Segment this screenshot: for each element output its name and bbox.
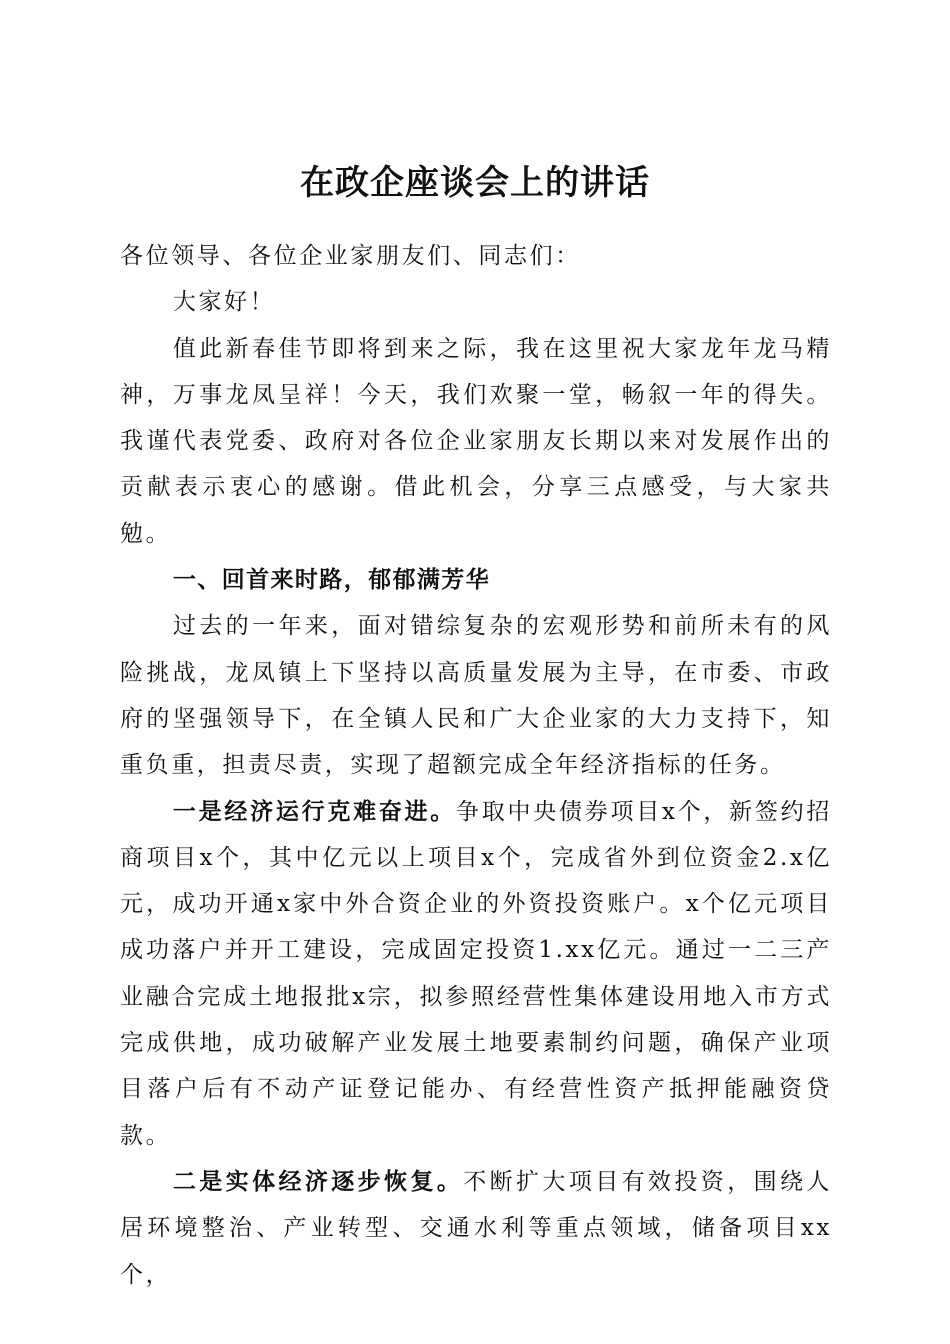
intro-paragraph: 值此新春佳节即将到来之际，我在这里祝大家龙年龙马精神，万事龙凤呈祥！今天，我们欢聚一堂，畅叙一年的得失。我谨代表党委、政府对各位企业家朋友长期以来对发展作出的贡献表示衷心的感谢。借此机会，分享三点感受，与大家共勉。 [120,335,832,547]
section-1-paragraph: 过去的一年来，面对错综复杂的宏观形势和前所未有的风险挑战，龙凤镇上下坚持以高质量发展为主导，在市委、市政府的坚强领导下，在全镇人民和广大企业家的大力支持下，知重负重，担责尽责，实现了超额完成全年经济指标的任务。 [120,613,832,779]
point-2-lead: 二是实体经济逐步恢复。 [172,1167,464,1195]
document-title: 在政企座谈会上的讲话 [300,162,650,203]
point-1-body: 争取中央债券项目x个，新签约招商项目x个，其中亿元以上项目x个，完成省外到位资金2.x亿元，成功开通x家中外合资企业的外资投资账户。x个亿元项目成功落户并开工建设，完成固定投资1.xx亿元。通过一二三产业融合完成土地报批x宗，拟参照经营性集体建设用地入市方式完成供地，成功破解产业发展土地要素制约问题，确保产业项目落户后有不动产证登记能办、有经营性资产抵押能融资贷款。 [120,798,832,1149]
point-2-body: 不断扩大项目有效投资，围绕人居环境整治、产业转型、交通水利等重点领域，储备项目xx个， [120,1168,832,1288]
salutation: 各位领导、各位企业家朋友们、同志们： [120,243,581,269]
point-1-lead: 一是经济运行克难奋进。 [172,797,457,825]
point-2-paragraph [120,1159,832,1298]
greeting: 大家好！ [172,289,276,316]
section-1-heading: 一、回首来时路，郁郁满芳华 [172,567,491,594]
point-1-paragraph [120,789,832,1159]
document-body [120,233,832,1298]
